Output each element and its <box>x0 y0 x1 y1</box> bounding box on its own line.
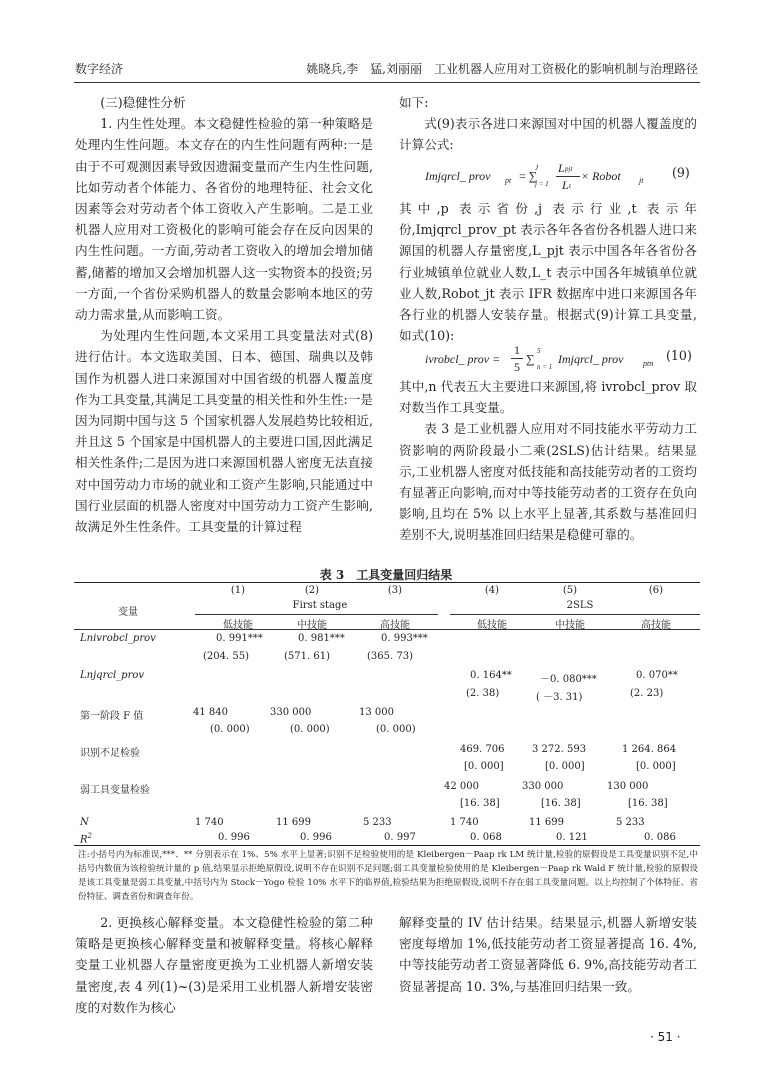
running-title: 姚晓兵,李 猛,刘丽丽 工业机器人应用对工资极化的影响机制与治理路径 <box>306 62 698 76</box>
right-column-bottom <box>399 376 697 546</box>
table-cell: 330 000 <box>522 781 564 792</box>
table-cell: [0. 000] <box>636 761 676 772</box>
table-cell: －0. 080*** <box>540 674 597 685</box>
table-cell: 330 000 <box>270 707 312 718</box>
row-label: Lnjqrcl_prov <box>80 670 145 681</box>
paragraph: 式(9)表示各进口来源国对中国的机器人覆盖度的计算公式: <box>399 116 697 153</box>
equation-10-number: (10) <box>666 348 692 363</box>
row-label: Lnivrobcl_prov <box>80 633 156 644</box>
table-note: 注:小括号内为标准误,***、** 分别表示在 1%、5% 水平上显著;识别不足检验使用的是 Kleibergen－Paap rk LM 统计量,检验的原假设是工具变量识别不足,中括号内数值为该检验统计量的 p 值,结果显示拒绝原假设,说明不存在识别不足问题;弱工具变量检验使用的是 Kleibergen－Paap rk Wald F 统计量,检验的原假设是该工具变量是弱工具变量,中括号内为 Stock－Yogo 检验 10% 水平下的临界值,检验结果为拒绝原假设,说明不存在弱工具变量问题。以上均控制了个体特征、省份特征、调查省份和调查年份。 <box>78 850 698 902</box>
paragraph: 其中,p 表示省份,j 表示行业,t 表示年份,Imjqrcl_prov_pt 表示各年各省份各机器人进口来源国的机器人存量密度,L_pjt 表示中国各年各省份各行业城镇单位就业人数,L_t 表示中国各年城镇单位就业人数,Robot_jt 表示 IFR 数据库中进口来源国各年各行业的机器人安装存量。根据式(9)计算工具变量,如式(10): <box>399 201 697 344</box>
column-number: (4) <box>484 585 500 596</box>
variable-header: 变量 <box>118 607 138 618</box>
table-cell: 11 699 <box>276 817 311 828</box>
section-title: (三)稳健性分析 <box>100 95 186 110</box>
header-rule <box>74 82 700 83</box>
skill-header: 低技能 <box>477 620 507 631</box>
row-label: 弱工具变量检验 <box>80 785 150 796</box>
stage-rule-first <box>195 614 438 615</box>
table-cell: 0. 164** <box>470 670 512 681</box>
table-cell: 0. 996 <box>300 832 332 843</box>
row-label: 识别不足检验 <box>80 748 140 759</box>
equation-9: Imjqrcl_ prov pt = ∑ J j = 1 L pjt L t × Robot jt <box>425 161 644 192</box>
left-column <box>75 92 373 537</box>
column-number: (5) <box>562 585 578 596</box>
skill-header: 高技能 <box>641 620 671 631</box>
table-cell: ( －3. 31) <box>536 692 583 703</box>
column-number: (1) <box>230 585 246 596</box>
journal-name: 数字经济 <box>75 62 124 76</box>
table-cell: 42 000 <box>444 781 479 792</box>
paragraph: 为处理内生性问题,本文采用工具变量法对式(8)进行估计。本文选取美国、日本、德国、瑞典以及韩国作为机器人进口来源国对中国省级的机器人覆盖度作为工具变量,其满足工具变量的相关性和外生性:一是因为同期中国与这 5 个国家机器人发展趋势比较相近,并且这 5 个国家是中国机器人的主要进口国,因此满足相关性条件;二是因为进口来源国机器人密度无法直接对中国劳动力市场的就业和工资产生影响,只能通过中国行业层面的机器人密度对中国劳动力工资产生影响,故满足外生性条件。工具变量的计算过程 <box>75 328 373 535</box>
table-cell: 130 000 <box>607 781 649 792</box>
table-cell: 1 264. 864 <box>622 744 677 755</box>
stage-rule-2sls <box>450 614 700 615</box>
row-label: $R^2$ <box>80 832 92 846</box>
table-top-rule <box>74 582 700 583</box>
table-cell: 0. 997 <box>384 832 416 843</box>
table-cell: 5 233 <box>616 817 645 828</box>
skill-header: 中技能 <box>297 620 327 631</box>
table-cell: 0. 991*** <box>216 633 263 644</box>
column-number: (2) <box>304 585 320 596</box>
table-cell: 0. 086 <box>644 832 676 843</box>
paragraph: 解释变量的 IV 估计结果。结果显示,机器人新增安装密度每增加 1%,低技能劳动者工资显著提高 16. 4%,中等技能劳动者工资显著降低 6. 9%,高技能劳动者工资显著提高 10. 3%,与基准回归结果一致。 <box>399 915 697 994</box>
table-cell: (571. 61) <box>284 651 330 662</box>
row-label: 第一阶段 F 值 <box>80 711 144 722</box>
table-cell: [16. 38] <box>541 798 581 809</box>
table-cell: [0. 000] <box>464 761 504 772</box>
table-cell: (2. 23) <box>630 688 664 699</box>
table-bottom-rule <box>74 845 700 846</box>
table-cell: 0. 121 <box>556 832 588 843</box>
table-cell: 0. 068 <box>470 832 502 843</box>
table-cell: 0. 981*** <box>298 633 345 644</box>
bottom-left-column <box>75 912 373 1018</box>
table-cell: (365. 73) <box>367 651 413 662</box>
table-cell: 5 233 <box>363 817 392 828</box>
table-cell: (0. 000) <box>290 724 330 735</box>
stage-header-2sls: 2SLS <box>566 600 594 611</box>
table-cell: 0. 070** <box>636 670 678 681</box>
page-number: · 51 · <box>650 1030 681 1044</box>
skill-header: 低技能 <box>223 620 253 631</box>
column-number: (3) <box>387 585 403 596</box>
table-cell: [16. 38] <box>628 798 668 809</box>
table-cell: 41 840 <box>193 707 228 718</box>
paragraph: 2. 更换核心解释变量。本文稳健性检验的第二种策略是更换核心解释变量和被解释变量。将核心解释变量工业机器人存量密度更换为工业机器人新增安装量密度,表 4 列(1)~(3)是采用工业机器人新增安装密度的对数作为核心 <box>75 915 373 1015</box>
column-number: (6) <box>648 585 664 596</box>
table-cell: 13 000 <box>359 707 394 718</box>
table-cell: 0. 996 <box>218 832 250 843</box>
bottom-right-column <box>399 912 697 997</box>
skill-header: 高技能 <box>380 620 410 631</box>
table-cell: 1 740 <box>450 817 479 828</box>
table-title: 表 3 工具变量回归结果 <box>319 568 453 582</box>
right-column-top <box>399 92 697 156</box>
equation-10: ivrobcl_ prov = 1 5 ∑ 5 n = 1 Imjqrcl_ prov ptn <box>425 343 654 374</box>
skill-header: 中技能 <box>555 620 585 631</box>
table-cell: [0. 000] <box>545 761 585 772</box>
paragraph: 1. 内生性处理。本文稳健性检验的第一种策略是处理内生性问题。本文存在的内生性问题有两种:一是由于不可观测因素导致因遗漏变量而产生内生性问题,比如劳动者个体能力、各省份的地理特征、社会文化因素等会对劳动者个体工资收入产生影响。二是工业机器人应用对工资极化的影响可能会存在反向因果的内生性问题。一方面,劳动者工资收入的增加会增加储蓄,储蓄的增加又会增加机器人这一实物资本的投资;另一方面,一个省份采购机器人的数量会影响本地区的劳动力需求量,从而影响工资。 <box>75 116 373 323</box>
right-column-middle <box>399 198 697 346</box>
table-cell: (0. 000) <box>210 724 250 735</box>
header-bottom-rule <box>74 629 700 630</box>
table-cell: (2. 38) <box>466 688 500 699</box>
table-cell: [16. 38] <box>460 798 500 809</box>
table-cell: 1 740 <box>195 817 224 828</box>
table-cell: 3 272. 593 <box>532 744 587 755</box>
paragraph: 表 3 是工业机器人应用对不同技能水平劳动力工资影响的两阶段最小二乘(2SLS)估计结果。结果显示,工业机器人密度对低技能和高技能劳动者的工资均有显著正向影响,而对中等技能劳动者的工资存在负向影响,且均在 5% 以上水平上显著,其系数与基准回归差别不大,说明基准回归结果是稳健可靠的。 <box>399 421 697 543</box>
table-cell: (204. 55) <box>203 651 249 662</box>
table-cell: 11 699 <box>529 817 564 828</box>
equation-9-number: (9) <box>672 165 690 180</box>
paragraph: 其中,n 代表五大主要进口来源国,将 ivrobcl_prov 取对数当作工具变量。 <box>399 379 697 416</box>
stage-header-first: First stage <box>292 600 348 611</box>
table-cell: 469. 706 <box>460 744 505 755</box>
paragraph: 如下: <box>399 95 429 110</box>
table-cell: 0. 993*** <box>381 633 428 644</box>
table-cell: (0. 000) <box>376 724 416 735</box>
row-label: N <box>80 817 89 828</box>
